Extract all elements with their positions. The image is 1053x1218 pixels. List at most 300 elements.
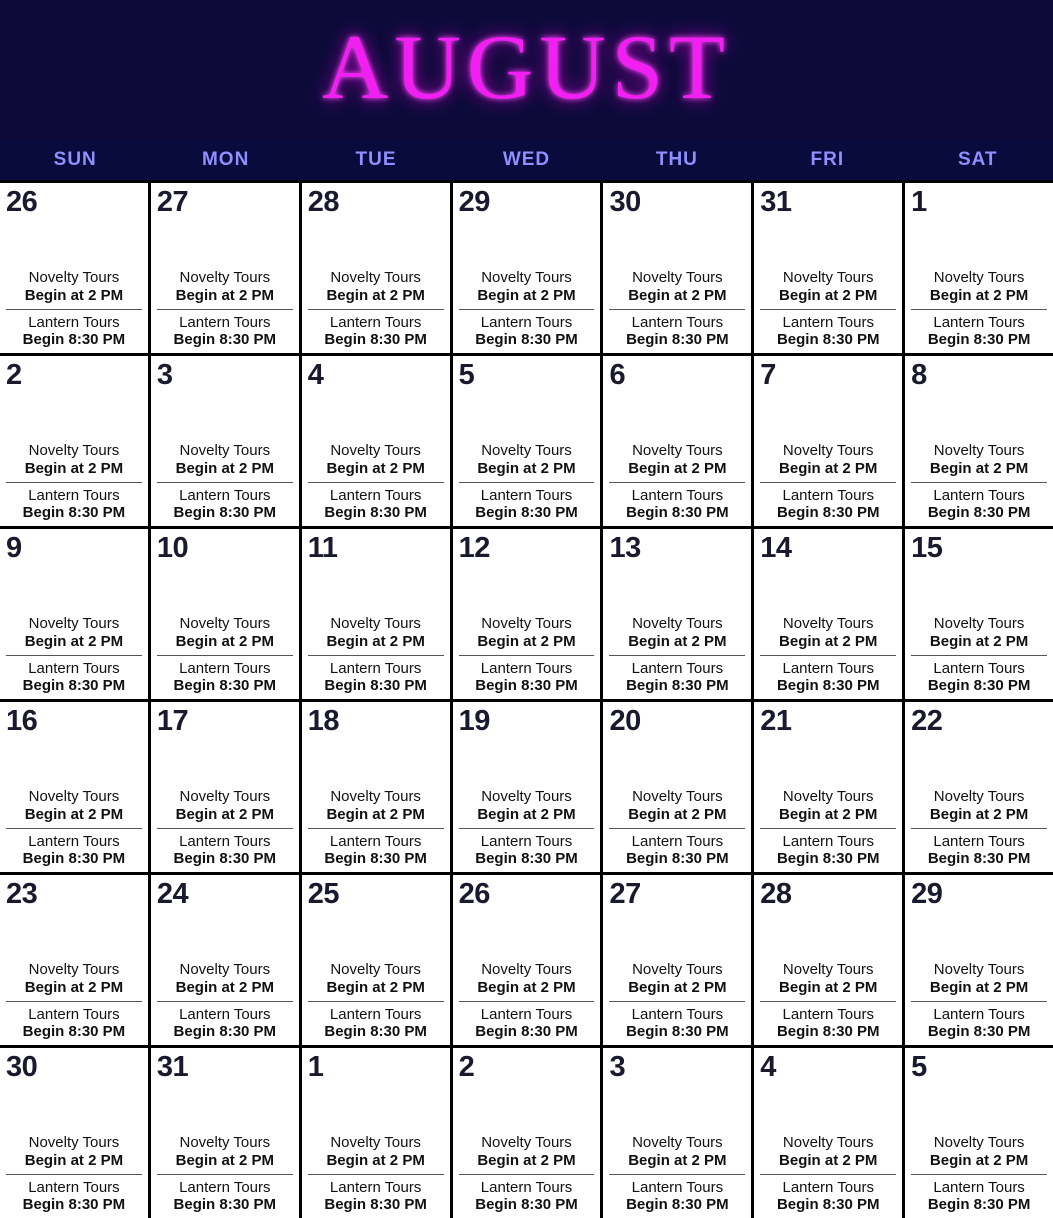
calendar-day-cell[interactable] [603, 529, 751, 699]
calendar-day-cell[interactable] [302, 356, 450, 526]
calendar-day-cell[interactable] [754, 183, 902, 353]
day-events [459, 957, 595, 1045]
calendar-title-bar [0, 0, 1053, 140]
event-lantern-tours[interactable] [911, 482, 1047, 526]
event-lantern-tours[interactable] [760, 309, 896, 353]
event-lantern-tours[interactable] [308, 655, 444, 699]
day-number: 16 [6, 705, 38, 737]
event-title: Lantern Tours [329, 486, 422, 504]
event-time: Begin at 2 PM [779, 632, 878, 650]
event-time: Begin 8:30 PM [475, 331, 578, 349]
event-title: Novelty Tours [632, 269, 723, 287]
day-number: 2 [458, 1051, 475, 1083]
day-number: 4 [307, 359, 324, 391]
day-number: 26 [6, 186, 38, 218]
event-novelty-tours[interactable] [308, 611, 444, 654]
event-title: Lantern Tours [933, 313, 1025, 331]
event-title: Novelty Tours [28, 788, 120, 806]
event-time: Begin at 2 PM [175, 286, 274, 304]
event-lantern-tours[interactable] [760, 1001, 896, 1045]
event-novelty-tours[interactable] [6, 1130, 142, 1173]
event-lantern-tours[interactable] [157, 309, 293, 353]
event-lantern-tours[interactable] [760, 1174, 896, 1218]
event-time: Begin 8:30 PM [475, 677, 578, 695]
day-number: 27 [609, 878, 641, 910]
calendar-day-cell[interactable] [453, 1048, 601, 1218]
day-header-fri: FRI [810, 149, 845, 170]
event-novelty-tours[interactable] [459, 784, 595, 827]
day-events [760, 265, 896, 353]
event-novelty-tours[interactable] [157, 957, 293, 1000]
day-number: 29 [458, 186, 490, 218]
calendar-day-cell[interactable] [905, 702, 1053, 872]
event-title: Novelty Tours [481, 269, 572, 287]
day-number: 12 [458, 532, 490, 564]
event-title: Novelty Tours [933, 269, 1025, 287]
calendar-day-cell[interactable] [603, 1048, 751, 1218]
event-lantern-tours[interactable] [6, 309, 142, 353]
calendar-week-row [0, 1048, 1053, 1218]
event-time: Begin at 2 PM [175, 632, 274, 650]
event-time: Begin 8:30 PM [626, 1023, 729, 1041]
event-time: Begin 8:30 PM [927, 1023, 1031, 1041]
event-novelty-tours[interactable] [911, 957, 1047, 1000]
event-title: Lantern Tours [179, 1178, 271, 1196]
day-events [911, 957, 1047, 1045]
event-title: Novelty Tours [782, 269, 874, 287]
event-lantern-tours[interactable] [6, 1001, 142, 1045]
calendar-day-cell[interactable] [754, 702, 902, 872]
event-time: Begin at 2 PM [326, 1151, 425, 1169]
calendar-day-cell[interactable] [0, 356, 148, 526]
event-novelty-tours[interactable] [459, 438, 595, 481]
day-number: 8 [911, 359, 927, 391]
event-novelty-tours[interactable] [459, 265, 595, 308]
day-events [308, 438, 444, 526]
day-number: 21 [760, 705, 792, 737]
event-time: Begin at 2 PM [326, 286, 425, 304]
event-title: Lantern Tours [631, 1005, 724, 1023]
day-events [157, 611, 293, 699]
event-time: Begin at 2 PM [628, 805, 727, 823]
event-time: Begin 8:30 PM [626, 504, 729, 522]
event-lantern-tours[interactable] [609, 828, 745, 872]
event-novelty-tours[interactable] [609, 1130, 745, 1173]
event-title: Novelty Tours [782, 788, 874, 806]
calendar-day-cell[interactable] [905, 356, 1053, 526]
event-time: Begin 8:30 PM [927, 331, 1031, 349]
event-lantern-tours[interactable] [6, 482, 142, 526]
event-title: Lantern Tours [179, 659, 271, 677]
event-lantern-tours[interactable] [6, 828, 142, 872]
day-events [6, 957, 142, 1045]
calendar-day-cell[interactable] [151, 356, 299, 526]
calendar-day-cell[interactable] [603, 356, 751, 526]
event-time: Begin 8:30 PM [324, 677, 427, 695]
event-lantern-tours[interactable] [157, 828, 293, 872]
calendar-day-cell[interactable] [754, 356, 902, 526]
event-novelty-tours[interactable] [760, 1130, 896, 1173]
event-title: Novelty Tours [179, 1134, 271, 1152]
event-novelty-tours[interactable] [6, 957, 142, 1000]
event-time: Begin at 2 PM [628, 978, 727, 996]
day-events [6, 784, 142, 872]
event-time: Begin at 2 PM [326, 459, 425, 477]
day-events [6, 611, 142, 699]
event-lantern-tours[interactable] [459, 1001, 595, 1045]
event-novelty-tours[interactable] [6, 438, 142, 481]
event-novelty-tours[interactable] [911, 438, 1047, 481]
day-events [308, 957, 444, 1045]
event-time: Begin at 2 PM [175, 1151, 274, 1169]
event-title: Novelty Tours [632, 615, 723, 633]
event-novelty-tours[interactable] [609, 265, 745, 308]
event-time: Begin 8:30 PM [22, 677, 126, 695]
event-lantern-tours[interactable] [609, 309, 745, 353]
day-events [609, 265, 745, 353]
event-time: Begin 8:30 PM [927, 504, 1031, 522]
day-events [308, 611, 444, 699]
calendar-day-cell[interactable] [151, 702, 299, 872]
day-events [760, 438, 896, 526]
day-header-thu: THU [655, 149, 698, 170]
event-title: Lantern Tours [329, 1178, 422, 1196]
event-novelty-tours[interactable] [308, 265, 444, 308]
event-novelty-tours[interactable] [459, 611, 595, 654]
event-time: Begin at 2 PM [24, 978, 124, 996]
event-novelty-tours[interactable] [760, 611, 896, 654]
day-number: 22 [911, 705, 943, 737]
event-lantern-tours[interactable] [609, 1001, 745, 1045]
event-title: Novelty Tours [632, 442, 723, 460]
calendar-day-cell[interactable] [453, 875, 601, 1045]
event-title: Novelty Tours [28, 269, 120, 287]
event-title: Lantern Tours [28, 832, 120, 850]
day-number: 17 [156, 705, 189, 737]
event-time: Begin 8:30 PM [475, 1196, 578, 1214]
event-lantern-tours[interactable] [459, 828, 595, 872]
day-events [760, 1130, 896, 1218]
day-number: 11 [307, 532, 338, 564]
event-lantern-tours[interactable] [609, 482, 745, 526]
calendar-day-cell[interactable] [905, 529, 1053, 699]
event-novelty-tours[interactable] [6, 784, 142, 827]
event-novelty-tours[interactable] [760, 784, 896, 827]
event-novelty-tours[interactable] [609, 784, 745, 827]
event-title: Lantern Tours [782, 486, 874, 504]
event-title: Novelty Tours [481, 615, 572, 633]
event-title: Novelty Tours [28, 442, 120, 460]
event-lantern-tours[interactable] [760, 655, 896, 699]
event-time: Begin at 2 PM [628, 1151, 727, 1169]
day-events [609, 784, 745, 872]
event-time: Begin at 2 PM [477, 805, 576, 823]
event-title: Lantern Tours [933, 659, 1025, 677]
calendar-day-cell[interactable] [453, 702, 601, 872]
event-title: Novelty Tours [28, 615, 120, 633]
day-events [760, 784, 896, 872]
event-novelty-tours[interactable] [609, 438, 745, 481]
day-number: 31 [760, 186, 792, 218]
event-time: Begin 8:30 PM [22, 1023, 126, 1041]
event-lantern-tours[interactable] [6, 1174, 142, 1218]
event-title: Novelty Tours [179, 961, 271, 979]
event-novelty-tours[interactable] [308, 784, 444, 827]
event-time: Begin at 2 PM [628, 459, 727, 477]
day-events [459, 611, 595, 699]
calendar-day-cell[interactable] [302, 183, 450, 353]
day-number: 27 [156, 186, 189, 218]
event-time: Begin at 2 PM [929, 286, 1029, 304]
day-header-sat: SAT [957, 149, 998, 170]
event-time: Begin at 2 PM [175, 459, 274, 477]
event-lantern-tours[interactable] [308, 309, 444, 353]
event-lantern-tours[interactable] [157, 1001, 293, 1045]
day-number: 3 [609, 1051, 626, 1083]
day-header-mon: MON [201, 149, 250, 170]
event-title: Lantern Tours [329, 832, 422, 850]
event-title: Novelty Tours [330, 615, 421, 633]
event-title: Lantern Tours [933, 832, 1025, 850]
calendar-week-row [0, 529, 1053, 699]
day-events [609, 957, 745, 1045]
event-title: Novelty Tours [28, 1134, 120, 1152]
event-time: Begin at 2 PM [477, 1151, 576, 1169]
event-lantern-tours[interactable] [308, 482, 444, 526]
event-time: Begin at 2 PM [929, 978, 1029, 996]
event-time: Begin at 2 PM [779, 286, 878, 304]
event-novelty-tours[interactable] [157, 265, 293, 308]
event-time: Begin at 2 PM [24, 1151, 124, 1169]
event-time: Begin at 2 PM [24, 286, 124, 304]
day-events [911, 784, 1047, 872]
day-events [459, 438, 595, 526]
event-time: Begin at 2 PM [326, 978, 425, 996]
event-lantern-tours[interactable] [911, 1174, 1047, 1218]
event-lantern-tours[interactable] [911, 309, 1047, 353]
day-events [911, 1130, 1047, 1218]
calendar-day-cell[interactable] [0, 1048, 148, 1218]
event-time: Begin 8:30 PM [626, 331, 729, 349]
event-lantern-tours[interactable] [911, 828, 1047, 872]
day-number: 14 [760, 532, 792, 564]
event-novelty-tours[interactable] [911, 611, 1047, 654]
day-number: 30 [609, 186, 641, 218]
event-novelty-tours[interactable] [157, 1130, 293, 1173]
day-number: 1 [911, 186, 927, 218]
calendar-day-cell[interactable] [754, 529, 902, 699]
day-events [157, 1130, 293, 1218]
event-novelty-tours[interactable] [308, 1130, 444, 1173]
day-number: 1 [307, 1051, 324, 1083]
event-novelty-tours[interactable] [308, 957, 444, 1000]
event-time: Begin at 2 PM [326, 805, 425, 823]
event-title: Lantern Tours [28, 486, 120, 504]
calendar-day-cell[interactable] [905, 875, 1053, 1045]
calendar-day-cell[interactable] [905, 1048, 1053, 1218]
event-title: Lantern Tours [631, 1178, 724, 1196]
calendar-day-cell[interactable] [905, 183, 1053, 353]
event-title: Novelty Tours [330, 961, 421, 979]
day-events [911, 265, 1047, 353]
event-lantern-tours[interactable] [459, 655, 595, 699]
event-time: Begin 8:30 PM [173, 331, 277, 349]
day-header-sun: SUN [53, 149, 97, 170]
day-number: 29 [911, 878, 943, 910]
calendar-day-cell[interactable] [302, 1048, 450, 1218]
calendar-day-cell[interactable] [754, 875, 902, 1045]
day-number: 13 [609, 532, 641, 564]
event-time: Begin 8:30 PM [626, 1196, 729, 1214]
event-lantern-tours[interactable] [6, 655, 142, 699]
day-events [157, 957, 293, 1045]
event-lantern-tours[interactable] [760, 482, 896, 526]
day-number: 31 [156, 1051, 189, 1083]
calendar-day-cell[interactable] [302, 702, 450, 872]
event-novelty-tours[interactable] [459, 1130, 595, 1173]
day-number: 26 [458, 878, 490, 910]
calendar-day-cell[interactable] [302, 529, 450, 699]
event-title: Lantern Tours [631, 832, 724, 850]
day-number: 5 [458, 359, 475, 391]
day-number: 9 [6, 532, 22, 564]
event-lantern-tours[interactable] [609, 1174, 745, 1218]
event-title: Lantern Tours [782, 1178, 874, 1196]
event-novelty-tours[interactable] [911, 1130, 1047, 1173]
day-events [157, 784, 293, 872]
event-time: Begin at 2 PM [929, 632, 1029, 650]
calendar-day-cell[interactable] [453, 183, 601, 353]
day-events [459, 1130, 595, 1218]
day-events [308, 784, 444, 872]
event-novelty-tours[interactable] [609, 957, 745, 1000]
event-title: Novelty Tours [179, 269, 271, 287]
calendar-day-cell[interactable] [754, 1048, 902, 1218]
event-lantern-tours[interactable] [308, 1174, 444, 1218]
event-lantern-tours[interactable] [911, 1001, 1047, 1045]
event-lantern-tours[interactable] [157, 482, 293, 526]
event-novelty-tours[interactable] [6, 265, 142, 308]
event-novelty-tours[interactable] [760, 265, 896, 308]
event-novelty-tours[interactable] [459, 957, 595, 1000]
day-number: 6 [609, 359, 626, 391]
event-lantern-tours[interactable] [308, 828, 444, 872]
event-title: Novelty Tours [782, 1134, 874, 1152]
event-time: Begin 8:30 PM [173, 850, 277, 868]
event-time: Begin 8:30 PM [22, 850, 126, 868]
calendar-day-cell[interactable] [453, 356, 601, 526]
event-time: Begin at 2 PM [326, 632, 425, 650]
event-time: Begin 8:30 PM [173, 1023, 277, 1041]
event-novelty-tours[interactable] [308, 438, 444, 481]
day-events [609, 1130, 745, 1218]
event-time: Begin at 2 PM [929, 459, 1029, 477]
event-lantern-tours[interactable] [760, 828, 896, 872]
calendar-week-row [0, 875, 1053, 1045]
event-title: Lantern Tours [179, 1005, 271, 1023]
event-novelty-tours[interactable] [911, 265, 1047, 308]
event-title: Novelty Tours [933, 1134, 1025, 1152]
day-header-wed: WED [502, 149, 551, 170]
calendar-day-cell[interactable] [603, 183, 751, 353]
event-title: Novelty Tours [782, 615, 874, 633]
event-title: Lantern Tours [480, 832, 573, 850]
calendar-day-cell[interactable] [151, 529, 299, 699]
event-time: Begin at 2 PM [477, 978, 576, 996]
event-title: Lantern Tours [28, 1005, 120, 1023]
event-novelty-tours[interactable] [6, 611, 142, 654]
calendar-day-cell[interactable] [151, 875, 299, 1045]
event-time: Begin 8:30 PM [324, 1196, 427, 1214]
event-novelty-tours[interactable] [157, 438, 293, 481]
event-time: Begin 8:30 PM [927, 850, 1031, 868]
day-number: 25 [307, 878, 339, 910]
day-number: 15 [911, 532, 943, 564]
event-time: Begin 8:30 PM [776, 677, 880, 695]
event-lantern-tours[interactable] [308, 1001, 444, 1045]
calendar-day-cell[interactable] [453, 529, 601, 699]
event-novelty-tours[interactable] [157, 611, 293, 654]
calendar-day-cell[interactable] [0, 702, 148, 872]
day-events [609, 438, 745, 526]
event-lantern-tours[interactable] [157, 655, 293, 699]
calendar-day-cell[interactable] [603, 875, 751, 1045]
event-novelty-tours[interactable] [760, 957, 896, 1000]
event-time: Begin 8:30 PM [324, 850, 427, 868]
event-title: Novelty Tours [933, 788, 1025, 806]
event-lantern-tours[interactable] [459, 482, 595, 526]
day-events [308, 265, 444, 353]
event-title: Lantern Tours [933, 1178, 1025, 1196]
event-title: Lantern Tours [28, 1178, 120, 1196]
calendar-day-cell[interactable] [302, 875, 450, 1045]
event-lantern-tours[interactable] [609, 655, 745, 699]
event-lantern-tours[interactable] [459, 1174, 595, 1218]
event-lantern-tours[interactable] [911, 655, 1047, 699]
event-title: Lantern Tours [179, 313, 271, 331]
calendar-day-cell[interactable] [603, 702, 751, 872]
event-time: Begin at 2 PM [628, 286, 727, 304]
event-time: Begin 8:30 PM [173, 1196, 277, 1214]
calendar-week-row [0, 702, 1053, 872]
event-novelty-tours[interactable] [911, 784, 1047, 827]
event-novelty-tours[interactable] [609, 611, 745, 654]
calendar-day-cell[interactable] [0, 183, 148, 353]
event-lantern-tours[interactable] [459, 309, 595, 353]
day-number: 28 [760, 878, 792, 910]
calendar-day-cell[interactable] [0, 529, 148, 699]
event-time: Begin 8:30 PM [22, 504, 126, 522]
event-novelty-tours[interactable] [760, 438, 896, 481]
day-number: 10 [156, 532, 189, 564]
calendar-day-cell[interactable] [151, 183, 299, 353]
day-number: 5 [911, 1051, 927, 1083]
event-title: Lantern Tours [179, 832, 271, 850]
calendar-day-cell[interactable] [0, 875, 148, 1045]
event-novelty-tours[interactable] [157, 784, 293, 827]
event-lantern-tours[interactable] [157, 1174, 293, 1218]
event-title: Novelty Tours [481, 1134, 572, 1152]
event-time: Begin at 2 PM [477, 286, 576, 304]
day-of-week-header-row [0, 140, 1053, 183]
event-title: Lantern Tours [480, 1178, 573, 1196]
day-number: 20 [609, 705, 641, 737]
day-number: 4 [760, 1051, 776, 1083]
event-time: Begin 8:30 PM [776, 1196, 880, 1214]
event-title: Lantern Tours [782, 313, 874, 331]
calendar-day-cell[interactable] [151, 1048, 299, 1218]
event-time: Begin 8:30 PM [324, 1023, 427, 1041]
